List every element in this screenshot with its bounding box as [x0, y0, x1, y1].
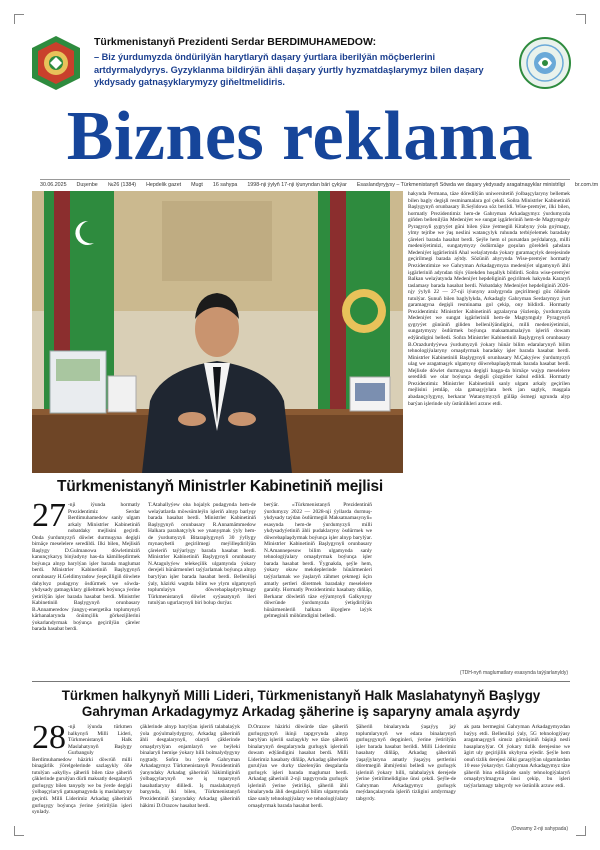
- article-2-title: Türkmen halkynyň Milli Lideri, Türkmenistanyň Halk Maslahatynyň Başlygy Gahryman Arkadagymyz Arkadag şäherine iş saparyny amala aşyrdy: [61, 688, 541, 719]
- article-2-column-1-text: -nji iýunda türkmen halkynyň Milli Lideri, Türkmenistanyň Halk Maslahatynyň Başlygy Gurbanguly Berdimuhamedow häzirki döwrüň milli binagärlik ýörelgelerinde sazlaşykly öňe tutulýan «akylly» şäheriň bilen täze şäheriň çäklerinde gurulýan dürli maksatly desgalaryň gurluşygy bilen tanyşdy we bu ýerde degişli ýolbaşçylaryň gatnaşmagynda iş maslahatyny geçirdi. Milli Liderimiz Arkadag şäheriniň gurluşygy boýunça ýerine ýetirilýän işleri synlady.: [32, 724, 132, 816]
- leader-quote: – Biz ýurdumyzda öndürilýän harytlaryň dașary ýurtlara iberilýän möçberlerini artdyrmalydyrys. Gyzyklanma bildirýän ähli dașary ýurtly hyzmatdaşlarymyz bilen dașary ykdysady gatnaşyklarymyzy giňeltmelidiris.: [94, 52, 484, 87]
- article-1-sidebar-column: hakynda Permana, täze döredilýän uniwersitetiň ýolbaşçylaryny bellemek bilen bagly degişli resminamalara gol çekdi. Soňra Ministrler Kabinetiniň Başlygynyň orunbasary B.Seýidowa söz berildi. Wise-premýer, ilki bilen, hormatly Prezidentimiz hem-de Gahryman Arkadagymyz ýurdumyzda giňden bellenilýän Medeniýet we sungat işgärleriniň hem-de Magtymguly Pyragynyň şygryýet güni bilen ýüze ýetmegiň Kitabyny ýola goýmagy, ylmy tejribe we ýaş neslini watançylyk ruhunda terbiýelemek baradaky çäreleri barada hasabat berdi. Şeýle hem ol pursatdan peýdalanyp, milli medeniýetimizi, sungatymyzy ösdürmäge goşulan göreldeli şahslara Medeniýet işgärleriniň Ahal welaýatynda ýokary guramaçylyk derejesinde geçirilmegi barada aýtdy. Sözüniň ahyrynda Wise-premýer hormatly Prezidentimize we Gahryman Arkadagymyza medeniýet ulgamynyň ähli işgärleriniň adyndan tüýs ýürekden hoşallyk bildirdi. Soňra wise-premýer Balkan welaýatynda Medeniýet hepdeliginiň geçirilmek hakynda Kararyň taslamasy barada hasabat berdi. Nobatdaky Medeniýet hepdeliginiň 2026-njy ýylyň 22 — 27-nji iýunyny aralygynda geçirilmegi göz öňünde tutulýar. Şunuň bilen baglylykda, Arkadagly Gahryman Serdarymyz ýurt garamagyna degişli resminama gol çekip, ony bildirdi. Hormatly Prezidentimiz Ministrler Kabinetiniň agzalaryna ýüzlenip, ýurdumyzda Medeniýet we sungat işgärleriniň hem-de Magtymguly Pyragynyň şygryýet gününiň giňden bellenilýändigini, milli medeniýetimizi, sungatymyzy ösdürmek boýunça maksatnamalaýyn işleriň dowam edýändigini belledi. Soňra Ministrler Kabinetiniň Başlygynyň orunbasary B.Orazdurdyýewa ýurdumyzyň ýokary hünär bilim edaralarynyň bilim tehnologiýalaryny ornaşdyrmak baradaky işler barada hasabat berdi. Ministrler Kabinetiniň Başlygynyň orunbasary M.Çakyýew ýurdumyzyň ulag we aragatnaşyk ulgamyny döwrebaplaşdyrmak barada hasabat berdi. Mejlisde döwlet durmuşyna degişli başga-da birnäçe wajyp meselelere seredildi we olar boýunça degişli çözgütler kabul edildi. Hormatly Prezidentimiz Ministrler Kabinetiniň sanly ulgam arkaly geçirilen mejlisini jemläp, ola gatnaşyjylara berk jan saglyk, maşgala abadançylygyny, berkarar Watanymyzyň gülläp ösmegi ugrunda alyp barýan işlerinde uly üstünlikleri arzuw etdi.: [408, 191, 570, 407]
- issue-founded: 1998-nji ýylyň 17-nji iýunyndan bäri çykýar: [247, 182, 347, 188]
- president-photo: [32, 191, 403, 473]
- masthead-title: Biznes reklama: [66, 98, 534, 175]
- article-2-column-2: çäklerinde alnyp barylýan işleriň talabalaýyk ýola goýulmalydygyny, Arkadag şäheriniň ähli desgalarynyň, olaryň çäklerinde ornaşdyrylýan enjamlaryň we beýleki binalaryň hemişe ýokary hilli bolmalydygyny nygtady. Soňra bu ýerde Gahryman Arkadagymyz Türkmenistanyň Prezidentiniň ýanyndaky Arkadag şäheriniň häkimliginiň ýolbaşçylarynyň we iş toparynyň hasabatlaryny diňledi. Iş maslahatynyň barşynda, ilki bilen, Türkmenistanyň Prezidentiniň ýanyndaky Arkadag şäheriniň häkimi D.Orazow hasabat berdi.: [140, 724, 240, 809]
- issue-date: 30.06.2025: [40, 182, 67, 188]
- article-2-column-4: Şäheriň binalarynda ýaşaýyş jaý toplumlarynyň we edara binalarynyň gurluşygynyň depginleri, ýerine ýetirilýän işler barada hasabat berildi. Milli Liderimiz hasabaty diňläp, Arkadag şäheriniň ýaşaýjylaryna amatly ýaşaýyş şertlerini döretmegiň ähmiýetini belledi we gurluşyk işleriniň ýokary hilli, talabalaýyk derejede ýerine ýetirilmelidigine ünsi çekdi. Şeýle-de Gahryman Arkadagymyz gurluşyk meýdançalarynda işleriň tizligini artdyrmagy tabşyrdy.: [356, 724, 456, 803]
- issue-weekday: Duşenbe: [76, 182, 98, 188]
- article-1-column-1-text: -nji iýunda hormatly Prezidentimiz Serdar Berdimuhamedow sanly ulgam arkaly Ministrler Kabinetiniň nobatdaky mejlisini geçirdi. Onda ýurdumyzyň döwlet durmuşyna degişli birnäçe meselelere seredildi. Ilki bilen, Mejlisiň Başlygy D.Gulmanowa döwletimiziň kanunçykaryş binýadyny has-da kämilleşdirmek boýunça alnyp barylýan işler barada maglumat berdi. Ministrler Kabinetiniň Başlygynyň orunbasary H.Geldimyradow ýeşeçilligiň döwlete dahylsyz pudagyny ösdürmek we söwda-ykdysady gatnaşyklary giňeltmek boýunça ýerine ýetirilýän işler barada hasabat berdi. Ministrler Kabinetiniň Başlygynyň orunbasary B.Annameredow ýangyç-energetika toplumynyň kärhanalarynda önümçilik görkezijilerini ýokarlandyrmak boýunça geçirilýän çäreler barada hasabat berdi.: [32, 502, 140, 633]
- article-1-column-1: [32, 497, 140, 672]
- continued-note: (Dowamy 2-nji sahypada): [511, 826, 568, 832]
- issue-number: №26 (1384): [107, 182, 137, 188]
- neutrality-emblem-icon: [518, 36, 572, 90]
- article-1-column-2: T.Atahallyýew oba hojalyk pudagynda hem-de welaýatlarda möwsümleýin işleriň alnyp barlyşy barada hasabat berdi. Ministrler Kabinetiniň Başlygynyň orunbasary R.Annamämmedow Halkara parahatçylyk we ynanyşmak ýyly hem-de ýurdumyzyň Bitaraplygynyň 30 ýyllygy mynasybetli geçirilmegi meýilleşdirilýän çäreleriň taýýarlygy barada hasabat berdi. Ministrler Kabinetiniň Başlygynyň orunbasary N.Atagulyýew telekeçilik ulgamynda ýokary derejeli hünärmenleri taýýarlamak boýunça alnyp barylýan işler barada hasabat berdi. Bellenilişi ýaly, häzirki wagtda bilim we ylym ulgamynyň toplumlaýyn döwrebaplaşdyrylmagy Türkmenistanyň döwlet syýasatynyň ileri tutulýan ugurlarynyň biri bolup durýar.: [148, 502, 256, 607]
- header-band: [28, 34, 572, 100]
- issue-price: Mugt: [191, 182, 203, 188]
- section-divider: [32, 681, 570, 682]
- leader-name: Türkmenistanyň Prezidenti Serdar BERDIMUHAMEDOW:: [94, 36, 377, 48]
- crop-mark-top-left: [14, 14, 24, 24]
- article-1-column-3: berýär. «Türkmenistanyň Prezidentiniň ýurdumyzy 2022 — 2028-nji ýyllarda durmuş-ykdysady taýdan ösdürmegiň Maksatnamasynyň» esasynda hem-de ýurdumyzyň milli ykdysadyýetiniň ähli pudaklaryny ösdürmek we döwrebaplaşdyrmak boýunça işler alnyp barylýar. Ministrler Kabinetiniň Başlygynyň orunbasary N.Amannepesow bilim ulgamynda sanly tehnologiýalary ornaşdyrmak boýunça işler barada hasabat berdi. Ýygnakda, şeýle hem, ýokary okuw mekdeplerinde hünärmenleri taýýarlamak we ýaşlaryň zähmet çekmegi üçin amatly şertleri döretmek baradaky meselelere garaldy. Hormatly Prezidentimiz hasabaty diňläp, Berkarar döwletiň täze eýýamynyň Galkynyşy döwründe ýurdumyzda ýetişdirilýän hünärmenleriň halkara ölçeglere laýyk gelmeginiň möhümdigini belledi.: [264, 502, 372, 620]
- issue-website: br.com.tm: [574, 182, 599, 188]
- article-2-dropcap: 28: [32, 719, 66, 756]
- issue-info-bar: [40, 179, 599, 189]
- issue-frequency: Hepdelik gazet: [146, 182, 182, 188]
- article-1-dropcap: 27: [32, 497, 66, 534]
- state-emblem-icon: [28, 34, 84, 92]
- article-1-source-note: (TDH-nyň maglumatlary esasynda taýýarlanyldy): [459, 670, 568, 676]
- article-2-column-1: [32, 719, 132, 824]
- article-2-column-3: D.Orazow häzirki döwürde täze şäheriň gurluşygynyň ikinji tapgyrynda alnyp barylýan işleriň sazlaşykly we täze şäheriň binalarynyň desgalarynda gurluşyk işleriniň dowam edýändigini hasabat berdi. Milli Liderimiz hasabaty diňläp, Arkadag şäherinde gurulýan we durky täzelenýän desgalarda gurluşyk işleri barada maglumat berdi. Arkadag şäheriniň 2-nji tapgyrynda gurluşyk işleriniň ýerine ýetirilişi, şäheriň ähli binalarynda ähli desgalaryň bilim ulgamynda täze sanly tehnologiýalary we tehnologiýalary ornaşdyrmak barada hasabat berdi.: [248, 724, 348, 809]
- leader-quote-block: [94, 36, 510, 89]
- crop-mark-bottom-right: [576, 826, 586, 836]
- article-1-title: Türkmenistanyň Ministrler Kabinetiniň mejlisi: [56, 478, 384, 495]
- issue-founders: Esaslandyryjysy – Türkmenistanyň Söwda we daşary ykdysady aragatnaşyklar ministrligi: [356, 182, 565, 188]
- article-2-column-5: ak pata bermegini Gahryman Arkadagymyzdan haýyş etdi. Bellenilişi ýaly, 5G tehnologiýasy aragatnaşygyň simsiz görnüşiniň bäşinji nesli hasaplanylýar. Ol ýokary tizlik derejesine we ägirt uly geçirijilik ukybyna eýedir. Şeýle hem onuň tizlik derejesi öňki garaşylýan ulgamlardan 10 esse ýokarydyr. Gahryman Arkadagymyz täze şäheriň bina edilişinde sanly tehnologiýalaryň ornaşdyrylmagyna ünsi çekip, bu işleri taýýarlamagy tabşyrdy we üstünlik arzuw etdi.: [464, 724, 570, 789]
- crop-mark-bottom-left: [14, 826, 24, 836]
- crop-mark-top-right: [576, 14, 586, 24]
- issue-pages: 16 sahypa: [212, 182, 238, 188]
